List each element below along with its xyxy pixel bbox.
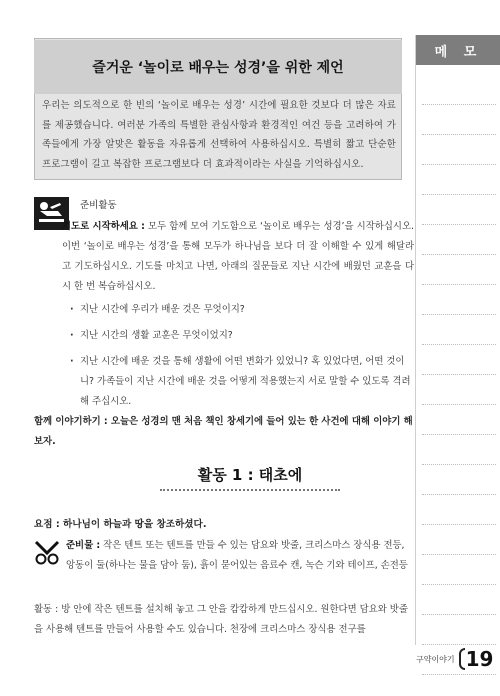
question-item: · 지난 시간에 배운 것을 통해 생활에 어떤 변화가 있었니? 혹 있었다면, 어떤 것이니? 가족들이 지난 시간에 배운 것을 어떻게 적용했는지 서로 말할 수 있도록 격려해 주십시오. (70, 352, 414, 412)
prep-paragraph (62, 217, 414, 297)
memo-panel (415, 35, 500, 645)
footer-label: 구약이야기 (416, 654, 455, 664)
review-questions (70, 300, 414, 412)
memo-lines (422, 75, 496, 675)
supplies-paragraph (66, 536, 416, 576)
activity-title: 활동 1 : 태초에 (197, 466, 303, 484)
prep-lead: 기도로 시작하세요 : (62, 221, 145, 232)
story-intro: 함께 이야기하기 : 오늘은 성경의 맨 처음 책인 창세기에 들어 있는 한 사건에 대해 이야기 해 보자. (34, 416, 413, 447)
activity-text: 활동 : 방 안에 작은 텐트를 설치해 놓고 그 안을 캄캄하게 만드십시오. 원한다면 담요와 밧줄을 사용해 텐트를 만들어 사용할 수도 있습니다. 천장에 크리스마스 장식용 전구를 (34, 604, 408, 635)
key-point: 요점 : 하나님이 하늘과 땅을 창조하셨다. (34, 519, 207, 530)
prep-text: 모두 함께 모여 기도함으로 ‘놀이로 배우는 성경’을 시작하십시오. 이번 ‘놀이로 배우는 성경’을 통해 모두가 하나님을 보다 더 잘 이해할 수 있게 해달라고 기도하십시오. 기도를 마치고 나면, 아래의 질문들로 지난 시간에 배웠던 교훈을 다시 한 번 복습하십시오. (62, 221, 414, 292)
page-footer (416, 647, 493, 671)
supplies-icon (34, 538, 60, 566)
supplies-label: 준비물 : (66, 540, 101, 551)
page-number: 19 (465, 647, 494, 671)
suggestion-text: 우리는 의도적으로 한 빈의 ‘놀이로 배우는 성경’ 시간에 필요한 것보다 더 많은 자료를 제공했습니다. 여러분 가족의 특별한 관심사항과 환경적인 여건 등을 고려하여 가족들에게 가장 알맞은 활동을 자유롭게 선택하여 사용하십시오. 특별히 짧고 단순한 프로그램이 길고 복잡한 프로그램보다 더 효과적이라는 사실을 기억하십시오. (42, 100, 396, 170)
question-item: · 지난 시간의 생활 교훈은 무엇이었지? (70, 326, 414, 346)
footer-bracket (459, 648, 465, 670)
memo-tab: 메 모 (416, 35, 500, 65)
supplies-text: 작은 텐트 또는 텐트를 만들 수 있는 담요와 밧줄, 크리스마스 장식용 전등, 앙동이 둘(하나는 물을 담아 둠), 흙이 묻어있는 음료수 캔, 녹슨 기와 테이프, 손전등 (66, 540, 408, 571)
prep-title: 준비활동 (80, 200, 117, 211)
activity-title-rule (160, 489, 340, 491)
suggestion-title: 즐거운 ‘놀이로 배우는 성경’을 위한 제언 (34, 40, 402, 94)
question-item: · 지난 시간에 우리가 배운 것은 무엇이지? (70, 300, 414, 320)
